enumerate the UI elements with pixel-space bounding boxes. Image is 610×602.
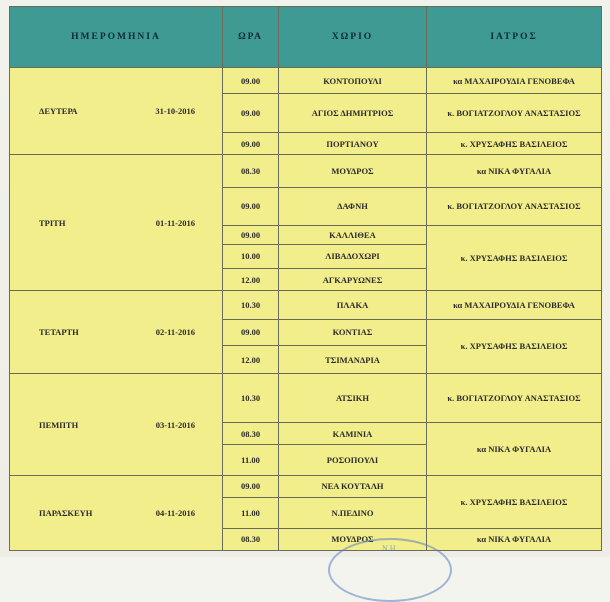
- time-cell: 09.00: [223, 94, 279, 133]
- official-stamp: [328, 538, 452, 602]
- doctor-cell: κ. ΧΡΥΣΑΦΗΣ ΒΑΣΙΛΕΙΟΣ: [427, 475, 602, 528]
- time-cell: 09.00: [223, 319, 279, 345]
- doctor-cell: κα ΜΑΧΑΙΡΟΥΔΙΑ ΓΕΝΟΒΕΦΑ: [427, 68, 602, 94]
- header-place: ΧΩΡΙΟ: [279, 7, 427, 68]
- time-cell: 09.00: [223, 68, 279, 94]
- table-row: [10, 155, 602, 187]
- header-row: [10, 7, 602, 68]
- table-row: [10, 374, 602, 423]
- doctor-cell: κ. ΧΡΥΣΑΦΗΣ ΒΑΣΙΛΕΙΟΣ: [427, 226, 602, 291]
- day-name: ΤΡΙΤΗ: [39, 217, 66, 228]
- doctor-cell: κ. ΧΡΥΣΑΦΗΣ ΒΑΣΙΛΕΙΟΣ: [427, 132, 602, 154]
- day-date: 01-11-2016: [155, 217, 195, 228]
- place-cell: ΚΟΝΤΟΠΟΥΛΙ: [279, 68, 427, 94]
- header-date: ΗΜΕΡΟΜΗΝΙΑ: [10, 7, 223, 68]
- doctor-cell: κ. ΒΟΓΙΑΤΖΟΓΛΟΥ ΑΝΑΣΤΑΣΙΟΣ: [427, 94, 602, 133]
- place-cell: ΜΟΥΔΡΟΣ: [279, 155, 427, 187]
- place-cell: ΔΑΦΝΗ: [279, 187, 427, 226]
- place-cell: ΤΣΙΜΑΝΔΡΙΑ: [279, 345, 427, 373]
- doctor-cell: κ. ΒΟΓΙΑΤΖΟΓΛΟΥ ΑΝΑΣΤΑΣΙΟΣ: [427, 374, 602, 423]
- day-name: ΔΕΥΤΕΡΑ: [39, 106, 78, 117]
- day-name: ΠΕΜΠΤΗ: [39, 419, 79, 430]
- day-cell: [10, 291, 223, 374]
- header-time: ΩΡΑ: [223, 7, 279, 68]
- place-cell: ΝΕΑ ΚΟΥΤΑΛΗ: [279, 475, 427, 497]
- place-cell: ΚΟΝΤΙΑΣ: [279, 319, 427, 345]
- place-cell: ΠΛΑΚΑ: [279, 291, 427, 319]
- time-cell: 10.30: [223, 291, 279, 319]
- place-cell: ΚΑΜΙΝΙΑ: [279, 423, 427, 445]
- day-date: 02-11-2016: [155, 327, 195, 338]
- day-cell: [10, 155, 223, 291]
- doctor-cell: κ. ΧΡΥΣΑΦΗΣ ΒΑΣΙΛΕΙΟΣ: [427, 319, 602, 374]
- place-cell: ΚΑΛΛΙΘΕΑ: [279, 226, 427, 244]
- day-date: 31-10-2016: [155, 106, 195, 117]
- day-name: ΠΑΡΑΣΚΕΥΗ: [39, 507, 93, 518]
- day-date: 03-11-2016: [155, 419, 195, 430]
- time-cell: 09.00: [223, 475, 279, 497]
- schedule-table: [9, 6, 602, 551]
- place-cell: ΡΟΣΟΠΟΥΛΙ: [279, 445, 427, 475]
- stamp-text: Ν.Η: [382, 544, 396, 553]
- table-row: [10, 68, 602, 94]
- time-cell: 09.00: [223, 226, 279, 244]
- time-cell: 08.30: [223, 423, 279, 445]
- day-date: 04-11-2016: [155, 507, 195, 518]
- time-cell: 08.30: [223, 528, 279, 550]
- table-row: [10, 475, 602, 497]
- time-cell: 09.00: [223, 187, 279, 226]
- doctor-cell: κα ΝΙΚΑ ΦΥΓΑΛΙΑ: [427, 423, 602, 476]
- header-doctor: ΙΑΤΡΟΣ: [427, 7, 602, 68]
- time-cell: 10.30: [223, 374, 279, 423]
- doctor-cell: κα ΜΑΧΑΙΡΟΥΔΙΑ ΓΕΝΟΒΕΦΑ: [427, 291, 602, 319]
- time-cell: 09.00: [223, 132, 279, 154]
- day-cell: [10, 475, 223, 550]
- table-row: [10, 291, 602, 319]
- doctor-cell: κ. ΒΟΓΙΑΤΖΟΓΛΟΥ ΑΝΑΣΤΑΣΙΟΣ: [427, 187, 602, 226]
- doctor-cell: κα ΝΙΚΑ ΦΥΓΑΛΙΑ: [427, 155, 602, 187]
- day-name: ΤΕΤΑΡΤΗ: [39, 327, 79, 338]
- day-cell: [10, 374, 223, 475]
- time-cell: 12.00: [223, 345, 279, 373]
- day-cell: [10, 68, 223, 155]
- place-cell: ΑΤΣΙΚΗ: [279, 374, 427, 423]
- doctor-cell: κα ΝΙΚΑ ΦΥΓΑΛΙΑ: [427, 528, 602, 550]
- place-cell: ΛΙΒΑΔΟΧΩΡΙ: [279, 244, 427, 268]
- time-cell: 11.00: [223, 445, 279, 475]
- place-cell: ΑΓΙΟΣ ΔΗΜΗΤΡΙΟΣ: [279, 94, 427, 133]
- place-cell: ΜΟΥΔΡΟΣ: [279, 528, 427, 550]
- time-cell: 11.00: [223, 498, 279, 528]
- place-cell: Ν.ΠΕΔΙΝΟ: [279, 498, 427, 528]
- time-cell: 12.00: [223, 268, 279, 290]
- place-cell: ΑΓΚΑΡΥΩΝΕΣ: [279, 268, 427, 290]
- time-cell: 08.30: [223, 155, 279, 187]
- time-cell: 10.00: [223, 244, 279, 268]
- place-cell: ΠΟΡΤΙΑΝΟΥ: [279, 132, 427, 154]
